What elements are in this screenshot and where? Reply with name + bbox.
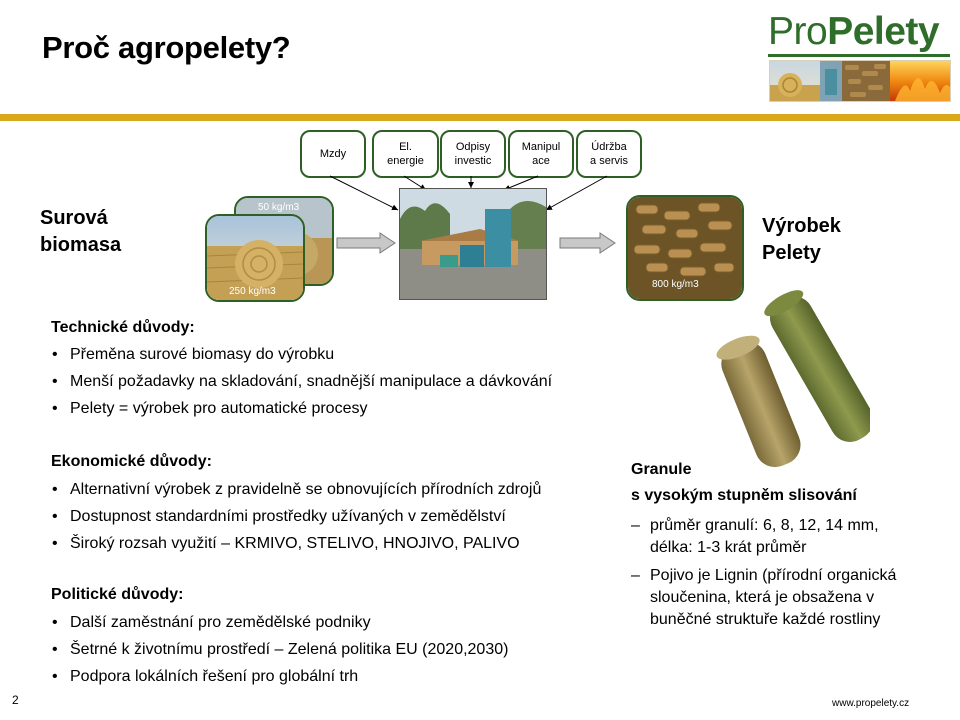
cost-box-label: ace — [532, 155, 550, 167]
raw-biomass-label-line1: Surová — [40, 207, 108, 229]
website-url: www.propelety.cz — [832, 698, 910, 709]
economic-reasons-list — [51, 479, 541, 560]
technical-reasons-list — [51, 344, 552, 425]
cost-box-label: a servis — [590, 155, 628, 167]
granule-item-line: délka: 1-3 krát průměr — [650, 539, 807, 556]
dash-marker: – — [631, 567, 640, 584]
granule-heading-line1: Granule — [631, 461, 692, 478]
list-item: • Šetrné k životnímu prostředí – Zelená politika EU (2020,2030) — [51, 639, 508, 666]
cost-box-label: energie — [387, 155, 424, 167]
product-pellets-label — [762, 213, 841, 267]
list-item: • Další zaměstnání pro zemědělské podniky — [51, 612, 508, 639]
granule-item-line: průměr granulí: 6, 8, 12, 14 mm, — [650, 517, 879, 534]
arrow-wages — [330, 176, 398, 210]
technical-reasons-heading: Technické důvody: — [51, 319, 195, 336]
granule-item-binder — [631, 565, 951, 631]
pellet-closeup-image — [710, 280, 870, 480]
granule-item-line: Pojivo je Lignin (přírodní organická — [650, 567, 897, 584]
list-item: • Alternativní výrobek z pravidelně se obnovujících přírodních zdrojů — [51, 479, 541, 506]
raw-biomass-label-line2: biomasa — [40, 234, 122, 256]
bale-photo-front — [205, 214, 305, 302]
list-item: • Přeměna surové biomasy do výrobku — [51, 344, 552, 371]
list-item: • Menší požadavky na skladování, snadnější manipulace a dávkování — [51, 371, 552, 398]
granule-item-size — [631, 515, 951, 559]
slide-title: Proč agropelety? — [42, 30, 291, 65]
cost-box-label: El. — [399, 141, 412, 153]
pellet-plant-photo — [399, 188, 547, 300]
granule-item-line: buněčné struktuře každé rostliny — [650, 611, 881, 628]
political-reasons-heading: Politické důvody: — [51, 586, 184, 603]
list-item: • Široký rozsah využití – KRMIVO, STELIVO, HNOJIVO, PALIVO — [51, 533, 541, 560]
density-label-pellets: 800 kg/m3 — [652, 279, 699, 290]
granule-heading-line2: s vysokým stupněm slisování — [631, 487, 857, 504]
cost-box-label: Údržba — [591, 141, 627, 153]
page-number: 2 — [12, 693, 19, 707]
density-label-back: 50 kg/m3 — [258, 202, 300, 213]
cost-box-label: Odpisy — [455, 141, 491, 153]
process-arrow-in — [337, 233, 395, 253]
list-item: • Podpora lokálních řešení pro globální trh — [51, 666, 508, 693]
product-pellets-label-line2: Pelety — [762, 242, 821, 264]
economic-reasons-heading: Ekonomické důvody: — [51, 453, 212, 470]
list-item: • Pelety = výrobek pro automatické procesy — [51, 398, 552, 425]
product-pellets-label-line1: Výrobek — [762, 215, 841, 237]
density-label-front: 250 kg/m3 — [229, 286, 276, 297]
cost-box-label: investic — [454, 155, 492, 167]
logo-text-pro: Pro — [768, 10, 828, 53]
cost-box-label: Mzdy — [319, 148, 347, 160]
list-item: • Dostupnost standardními prostředky užívaných v zemědělství — [51, 506, 541, 533]
logo-text-pelety: Pelety — [827, 10, 940, 53]
cost-box-label: Manipul — [521, 141, 561, 153]
political-reasons-list — [51, 612, 508, 693]
process-arrow-out — [560, 233, 615, 253]
raw-biomass-label — [40, 205, 121, 259]
granule-item-line: sloučenina, která je obsažena v — [650, 589, 875, 606]
dash-marker: – — [631, 517, 640, 534]
arrow-maintenance — [546, 176, 607, 210]
